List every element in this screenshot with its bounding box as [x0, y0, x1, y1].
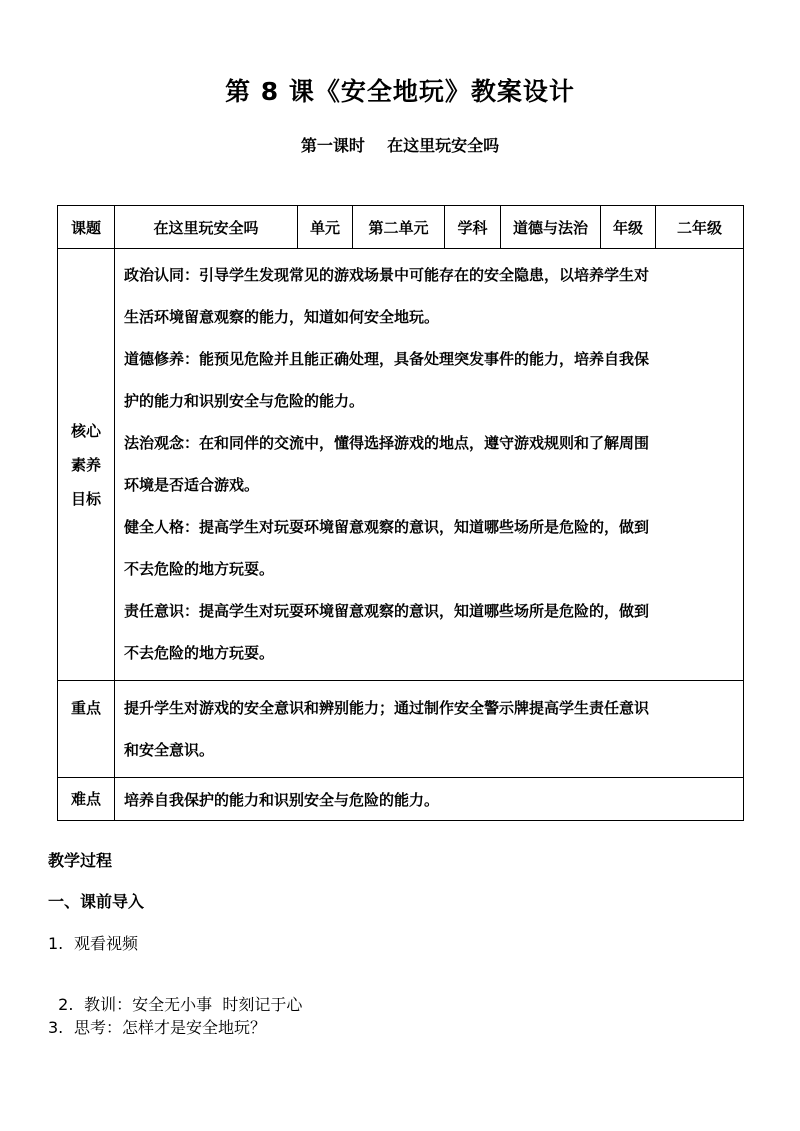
list-item-text: 教训：安全无小事 时刻记于心 [84, 995, 303, 1014]
label-topic: 课题 [58, 206, 115, 249]
lesson-info-table [57, 205, 744, 821]
label-grade: 年级 [601, 206, 656, 249]
list-item-number: 3. [48, 1018, 64, 1037]
goal-line: 责任意识：提高学生对玩耍环境留意观察的意识，知道哪些场所是危险的，做到 [124, 602, 650, 620]
difficulty-label: 难点 [58, 778, 115, 821]
value-unit: 第二单元 [353, 206, 445, 249]
label-unit: 单元 [298, 206, 353, 249]
goal-line: 道德修养：能预见危险并且能正确处理，具备处理突发事件的能力，培养自我保 [124, 350, 650, 368]
difficulty-row [58, 778, 744, 821]
goal-line: 环境是否适合游戏。 [124, 476, 260, 494]
list-item-number: 1. [48, 934, 64, 953]
goal-line: 不去危险的地方玩耍。 [124, 560, 275, 578]
goal-line: 生活环境留意观察的能力，知道如何安全地玩。 [124, 308, 440, 326]
goal-line: 健全人格：提高学生对玩耍环境留意观察的意识，知道哪些场所是危险的，做到 [124, 518, 650, 536]
label-subject: 学科 [445, 206, 501, 249]
goal-line: 不去危险的地方玩耍。 [124, 644, 275, 662]
key-points-label: 重点 [58, 681, 115, 778]
key-points-content [115, 681, 744, 778]
goals-row [58, 249, 744, 681]
list-item [48, 931, 138, 954]
goal-paragraph [124, 590, 743, 674]
document-title: 第 8 课《安全地玩》教案设计 [225, 77, 575, 106]
goal-paragraph [124, 506, 743, 590]
difficulty-content: 培养自我保护的能力和识别安全与危险的能力。 [115, 778, 744, 821]
goals-label [58, 249, 115, 681]
process-heading: 教学过程 [48, 851, 113, 870]
section-heading-intro: 一、课前导入 [48, 892, 145, 911]
goal-line: 政治认同：引导学生发现常见的游戏场景中可能存在的安全隐患，以培养学生对 [124, 266, 650, 284]
goal-line: 护的能力和识别安全与危险的能力。 [124, 392, 365, 410]
goals-label-line: 核心 [70, 421, 101, 440]
goal-paragraph [124, 422, 743, 506]
goals-label-line: 目标 [70, 489, 101, 508]
list-item-text: 观看视频 [74, 934, 139, 953]
header-row [58, 206, 744, 249]
list-item [48, 1015, 266, 1038]
value-subject: 道德与法治 [501, 206, 601, 249]
list-item-text: 思考：怎样才是安全地玩？ [74, 1018, 267, 1037]
goal-line: 法治观念：在和同伴的交流中，懂得选择游戏的地点，遵守游戏规则和了解周围 [124, 434, 650, 452]
list-item-number: 2. [58, 995, 74, 1014]
key-points-row [58, 681, 744, 778]
list-item [48, 973, 302, 1015]
goals-content [115, 249, 744, 681]
goal-paragraph [124, 254, 743, 338]
value-topic: 在这里玩安全吗 [115, 206, 298, 249]
value-grade: 二年级 [656, 206, 744, 249]
document-subtitle: 第一课时 在这里玩安全吗 [300, 136, 500, 155]
key-points-line: 和安全意识。 [124, 741, 215, 759]
key-points-line: 提升学生对游戏的安全意识和辨别能力；通过制作安全警示牌提高学生责任意识 [124, 699, 650, 717]
goal-paragraph [124, 338, 743, 422]
goals-label-line: 素养 [70, 455, 101, 474]
